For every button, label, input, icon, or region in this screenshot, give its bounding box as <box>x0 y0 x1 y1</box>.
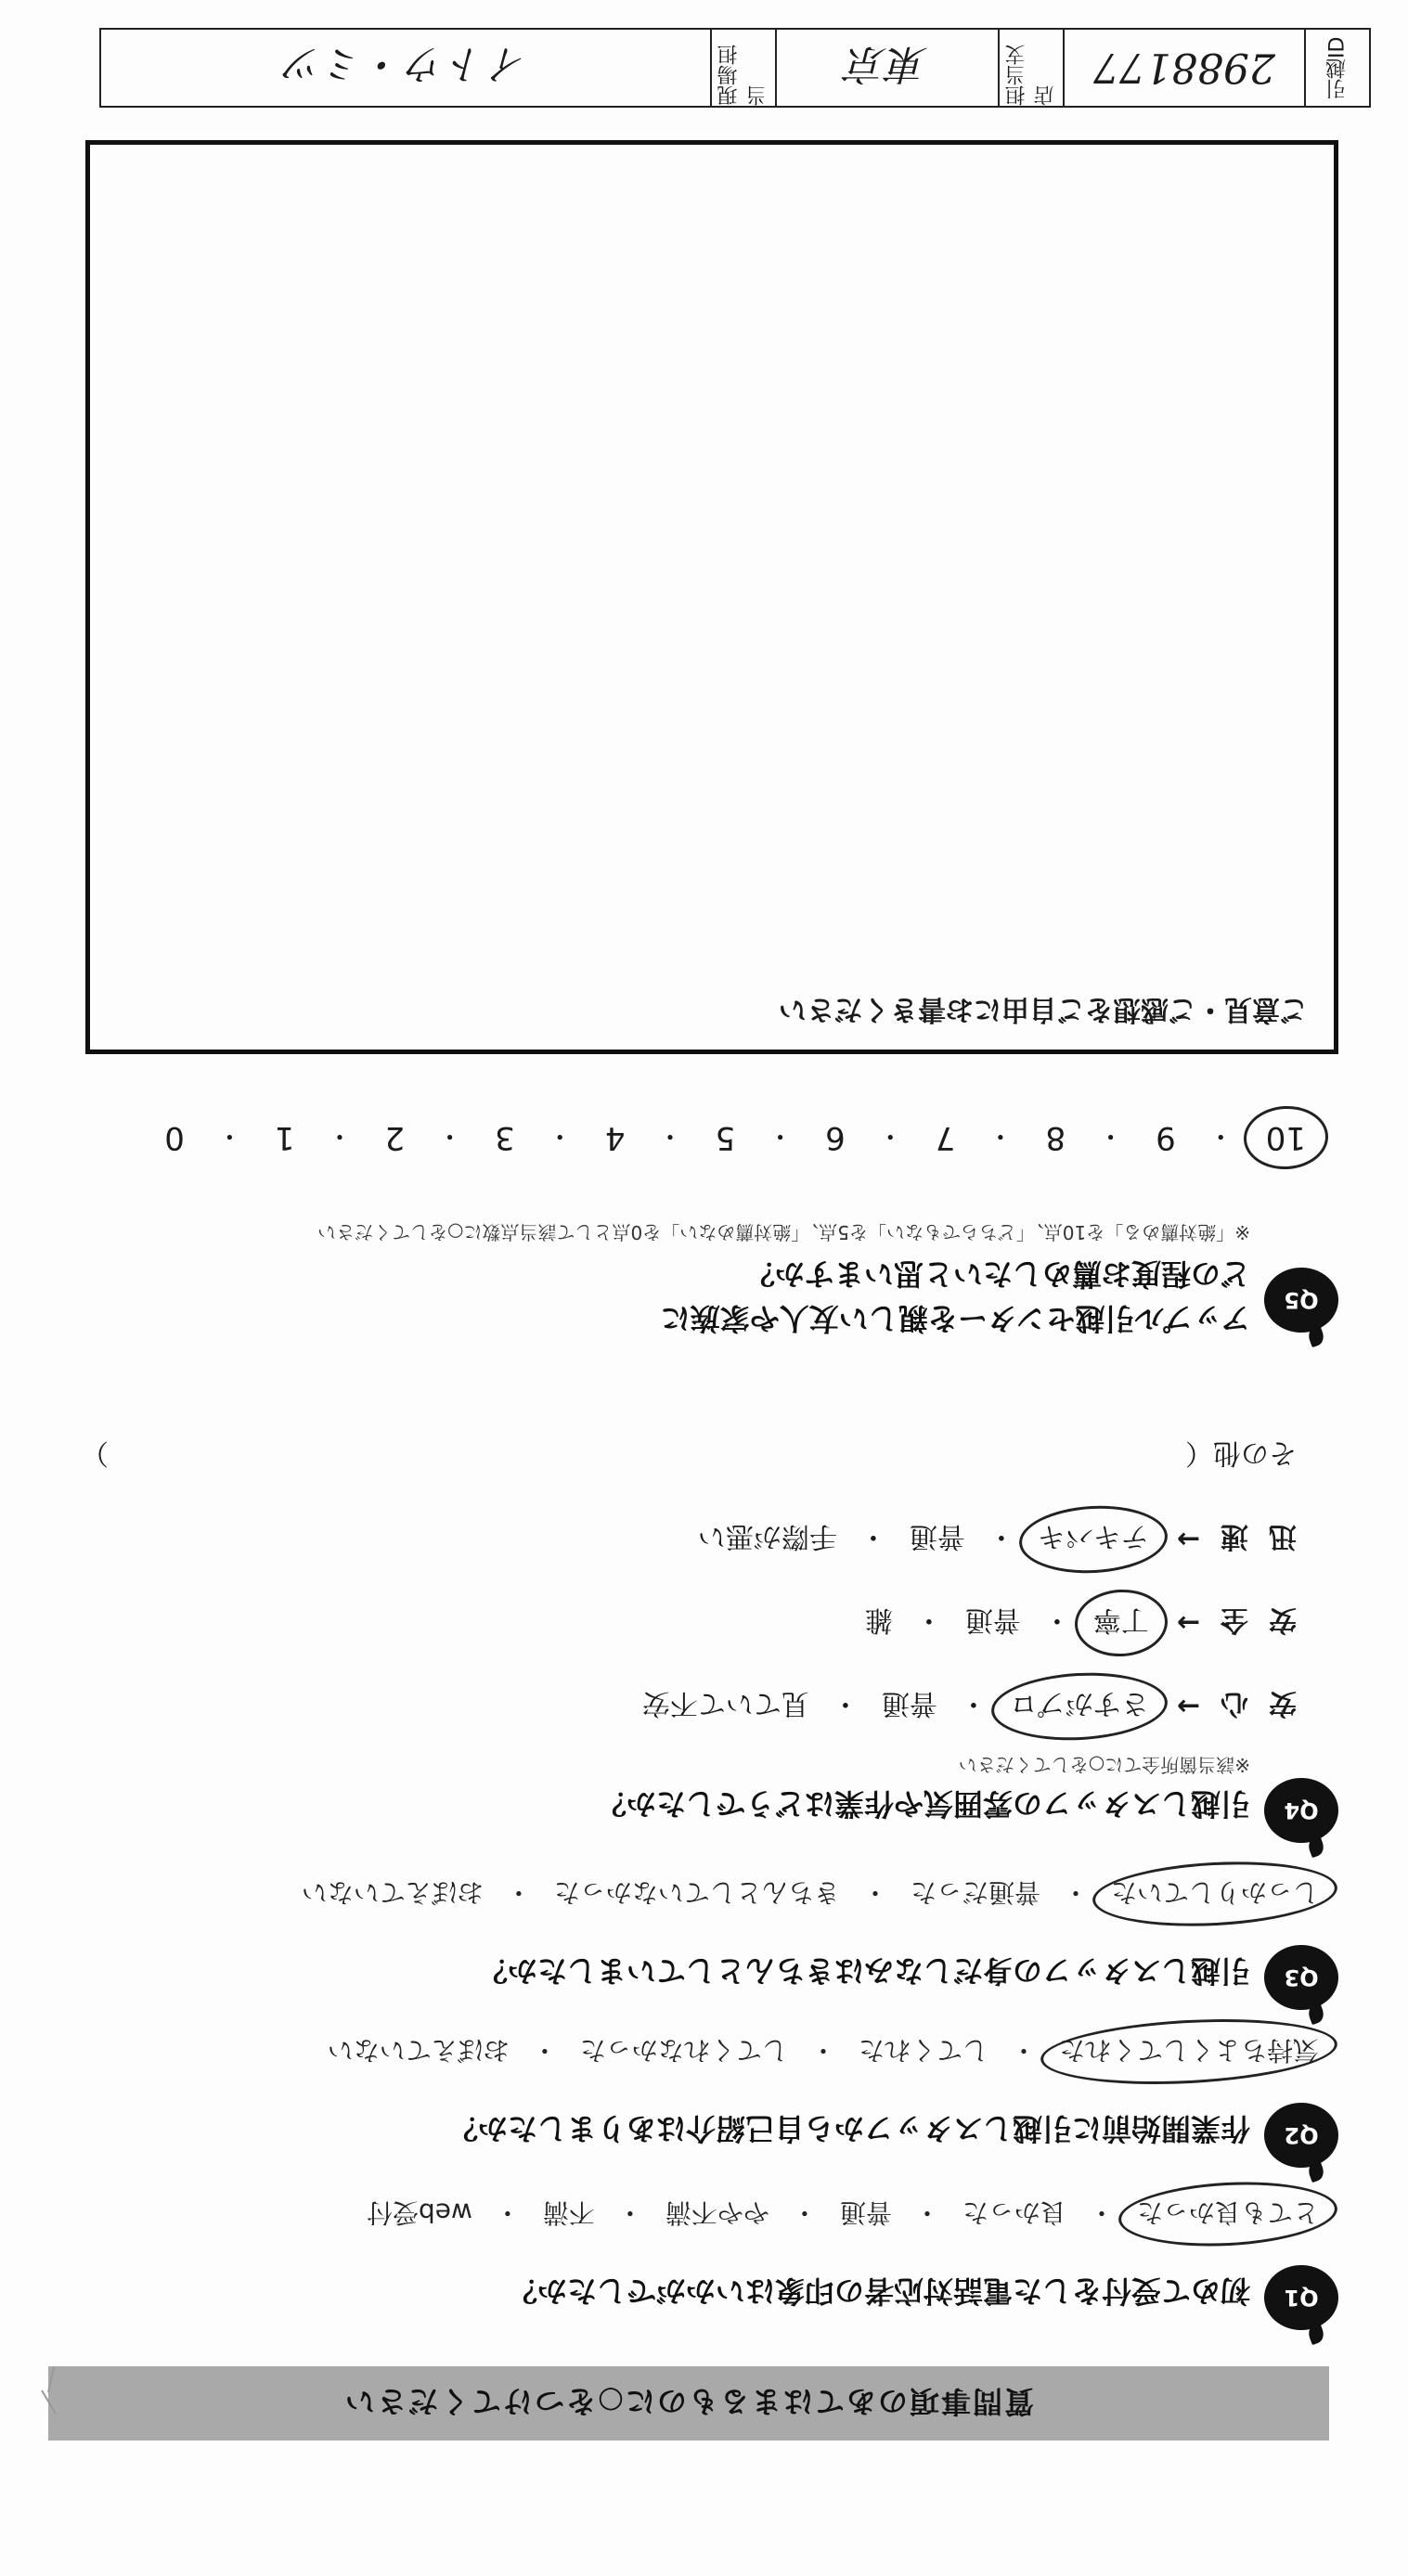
q2-option-dont-remember[interactable]: おぼえていない <box>327 2035 510 2066</box>
q4-jinsoku-option-clumsy[interactable]: 手際が悪い <box>697 1520 837 1552</box>
footer-branch-value[interactable]: 東京 <box>775 30 998 106</box>
q3-option-dont-remember[interactable]: おぼえていない <box>301 1877 484 1908</box>
q4-anzen-option-careful[interactable]: 丁寧 <box>1088 1603 1155 1643</box>
q3-options: しっかりしていた ・ 普通だった ・ きちんとしていなかった ・ おぼえていない <box>296 1875 1324 1913</box>
arrow-right-icon: → <box>1176 1523 1200 1556</box>
score-0[interactable]: 0 <box>164 1119 185 1156</box>
q2-options: 気持ちよくしてくれた ・ してくれた ・ してくれなかった ・ おぼえていない <box>322 2033 1324 2070</box>
q3-option-not-neat[interactable]: きちんとしていなかった <box>553 1877 840 1908</box>
q3-option-normal[interactable]: 普通だった <box>910 1877 1040 1908</box>
score-5[interactable]: 5 <box>715 1119 736 1156</box>
score-8[interactable]: 8 <box>1045 1119 1066 1156</box>
q5-question-line1: アップル引越センターを親しい友人や家族に <box>660 1301 1250 1336</box>
comment-label: ご意見・ご感想をご自由にお書きください <box>779 993 1308 1025</box>
q4-row-anzen: 安全 → 丁寧 ・ 普通 ・ 雑 <box>859 1603 1297 1643</box>
footer-id-label: 引越ID <box>1304 30 1369 106</box>
q4-other-label: その他（ <box>1185 1436 1297 1469</box>
q1-option-web[interactable]: web受付 <box>366 2197 472 2228</box>
q4-anshin-option-normal[interactable]: 普通 <box>881 1687 937 1719</box>
footer-id-value[interactable]: 2988177 <box>1063 30 1304 106</box>
score-9[interactable]: 9 <box>1156 1119 1176 1156</box>
q4-anshin-option-pro[interactable]: さすがプロ <box>1004 1686 1155 1727</box>
q1-question: 初めて受付をした電話対応者の印象はいかがでしたか？ <box>507 2273 1250 2309</box>
q4-badge: Q4 <box>1264 1778 1338 1843</box>
pen-mark-icon <box>28 2363 65 2418</box>
score-10[interactable]: 10 <box>1257 1119 1315 1156</box>
q4-note: ※該当箇所全てに○をしてください <box>958 1754 1250 1776</box>
q4-jinsoku-option-normal[interactable]: 普通 <box>909 1520 965 1552</box>
q1-option-slightly-dissatisfied[interactable]: やや不満 <box>665 2197 769 2228</box>
q4-question: 引越しスタッフの雰囲気や作業はどうでしたか？ <box>596 1786 1250 1822</box>
q2-badge: Q2 <box>1264 2103 1338 2168</box>
q2-question: 作業開始前に引越しスタッフから自己紹介はありましたか？ <box>447 2111 1250 2146</box>
arrow-right-icon: → <box>1176 1606 1200 1640</box>
q4-anzen-option-rough[interactable]: 雑 <box>864 1604 893 1636</box>
q4-anshin-option-anxious[interactable]: 見ていて不安 <box>641 1687 809 1719</box>
q5-score-scale: 10 ・ 9 ・ 8 ・ 7 ・ 6 ・ 5 ・ 4 ・ 3 ・ 2 ・ 1 ・ 0 <box>155 1119 1315 1156</box>
q4-jinsoku-option-quick[interactable]: テキパキ <box>1032 1519 1155 1560</box>
q2-option-did[interactable]: してくれた <box>858 2035 988 2066</box>
q3-option-neat[interactable]: しっかりしていた <box>1105 1875 1324 1913</box>
q4-row-anshin: 安心 → さすがプロ ・ 普通 ・ 見ていて不安 <box>637 1686 1297 1727</box>
arrow-right-icon: → <box>1176 1690 1200 1723</box>
q1-option-normal[interactable]: 普通 <box>839 2197 892 2228</box>
score-2[interactable]: 2 <box>384 1119 406 1156</box>
q1-option-very-good[interactable]: とても良かった <box>1131 2196 1324 2233</box>
q3-question: 引越しスタッフの身だしなみはきちんとしていましたか？ <box>477 1953 1250 1989</box>
comment-box[interactable] <box>85 140 1338 1054</box>
score-6[interactable]: 6 <box>825 1119 846 1156</box>
score-4[interactable]: 4 <box>604 1119 626 1156</box>
score-7[interactable]: 7 <box>935 1119 956 1156</box>
q4-other-close: ） <box>81 1436 109 1469</box>
q5-question-line2: どの程度お薦めしたいと思いますか？ <box>744 1256 1250 1292</box>
instruction-banner <box>48 2366 1329 2441</box>
q3-badge: Q3 <box>1264 1945 1338 2010</box>
q2-option-did-not[interactable]: してくれなかった <box>579 2035 788 2066</box>
q4-row-jinsoku: 迅速 → テキパキ ・ 普通 ・ 手際が悪い <box>692 1519 1297 1560</box>
q4-anzen-option-normal[interactable]: 普通 <box>964 1604 1021 1636</box>
q1-options: とても良かった ・ 良かった ・ 普通 ・ やや不満 ・ 不満 ・ web受付 <box>361 2196 1324 2233</box>
q1-option-good[interactable]: 良かった <box>962 2197 1066 2228</box>
footer-branch-label: 担当支店 <box>998 30 1063 106</box>
q5-note: ※「絶対薦める」を10点、「どちらでもない」を5点、「絶対薦めない」を0点として該当点数に○をしてください <box>317 1221 1250 1243</box>
q1-badge: Q1 <box>1264 2265 1338 2330</box>
footer-leader-label: 現場担当 <box>710 30 775 106</box>
q5-badge: Q5 <box>1264 1268 1338 1333</box>
footer-leader-value[interactable]: イトウ・ミツ <box>283 40 528 87</box>
score-3[interactable]: 3 <box>495 1119 515 1156</box>
instruction-text: 質問事項のあてはまるものに○をつけてください <box>343 2384 1034 2419</box>
q4-row-other <box>81 1436 1297 1476</box>
footer-table <box>99 28 1371 108</box>
q1-option-dissatisfied[interactable]: 不満 <box>542 2197 595 2228</box>
score-1[interactable]: 1 <box>274 1119 295 1156</box>
q2-option-pleasant[interactable]: 気持ちよくしてくれた <box>1053 2033 1324 2070</box>
